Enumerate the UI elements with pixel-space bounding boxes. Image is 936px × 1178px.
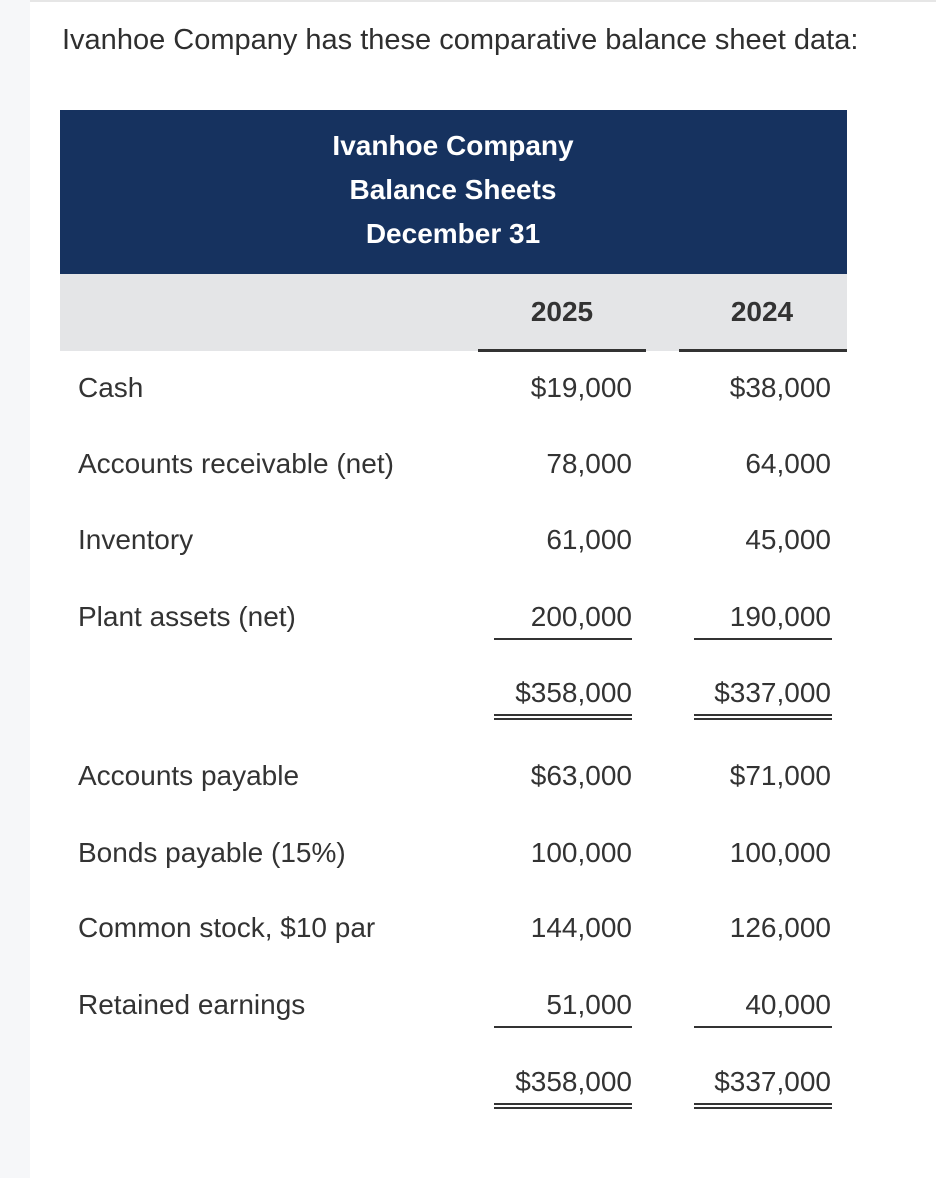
row-label-bonds-payable: Bonds payable (15%) (78, 837, 346, 868)
row-label-inventory: Inventory (78, 524, 194, 555)
subtotal-rule-2024 (694, 638, 832, 640)
intro-text: Ivanhoe Company has these comparative balance sheet data: (62, 24, 859, 56)
liabilities-subtotal-rule-2024 (694, 1026, 832, 1028)
inventory-2025: 61,000 (546, 524, 632, 555)
total-assets-double-rule-2024 (694, 714, 832, 720)
row-label-accounts-receivable: Accounts receivable (net) (78, 448, 394, 479)
common-stock-2025: 144,000 (530, 912, 632, 943)
retained-earnings-2025: 51,000 (546, 989, 632, 1020)
plant-assets-2025: 200,000 (530, 601, 632, 632)
accounts-payable-2025: $63,000 (530, 760, 632, 791)
accounts-receivable-2025: 78,000 (546, 448, 632, 479)
total-liabilities-equity-double-rule-2024 (694, 1103, 832, 1109)
total-assets-2024: $337,000 (714, 677, 831, 708)
inventory-2024: 45,000 (745, 524, 831, 555)
balance-sheet-title: Ivanhoe Company Balance Sheets December 31 (332, 130, 574, 249)
bonds-payable-2024: 100,000 (729, 837, 831, 868)
total-liabilities-equity-2025: $358,000 (515, 1066, 632, 1097)
total-liabilities-equity-2024: $337,000 (714, 1066, 831, 1097)
cash-2025: $19,000 (530, 372, 632, 403)
column-rule-2024 (679, 349, 847, 352)
retained-earnings-2024: 40,000 (745, 989, 831, 1020)
total-liabilities-equity-double-rule-2025 (494, 1103, 632, 1109)
row-label-accounts-payable: Accounts payable (78, 760, 300, 791)
row-label-common-stock: Common stock, $10 par (78, 912, 376, 943)
column-header-2025: 2025 (530, 296, 594, 327)
row-label-plant-assets: Plant assets (net) (78, 601, 296, 632)
accounts-payable-2024: $71,000 (729, 760, 831, 791)
accounts-receivable-2024: 64,000 (745, 448, 831, 479)
bonds-payable-2025: 100,000 (530, 837, 632, 868)
common-stock-2024: 126,000 (729, 912, 831, 943)
column-rule-2025 (478, 349, 646, 352)
subtotal-rule-2025 (494, 638, 632, 640)
row-label-retained-earnings: Retained earnings (78, 989, 306, 1020)
total-assets-double-rule-2025 (494, 714, 632, 720)
row-label-cash: Cash (78, 372, 144, 403)
liabilities-subtotal-rule-2025 (494, 1026, 632, 1028)
total-assets-2025: $358,000 (515, 677, 632, 708)
plant-assets-2024: 190,000 (729, 601, 831, 632)
cash-2024: $38,000 (729, 372, 831, 403)
column-header-2024: 2024 (730, 296, 794, 327)
